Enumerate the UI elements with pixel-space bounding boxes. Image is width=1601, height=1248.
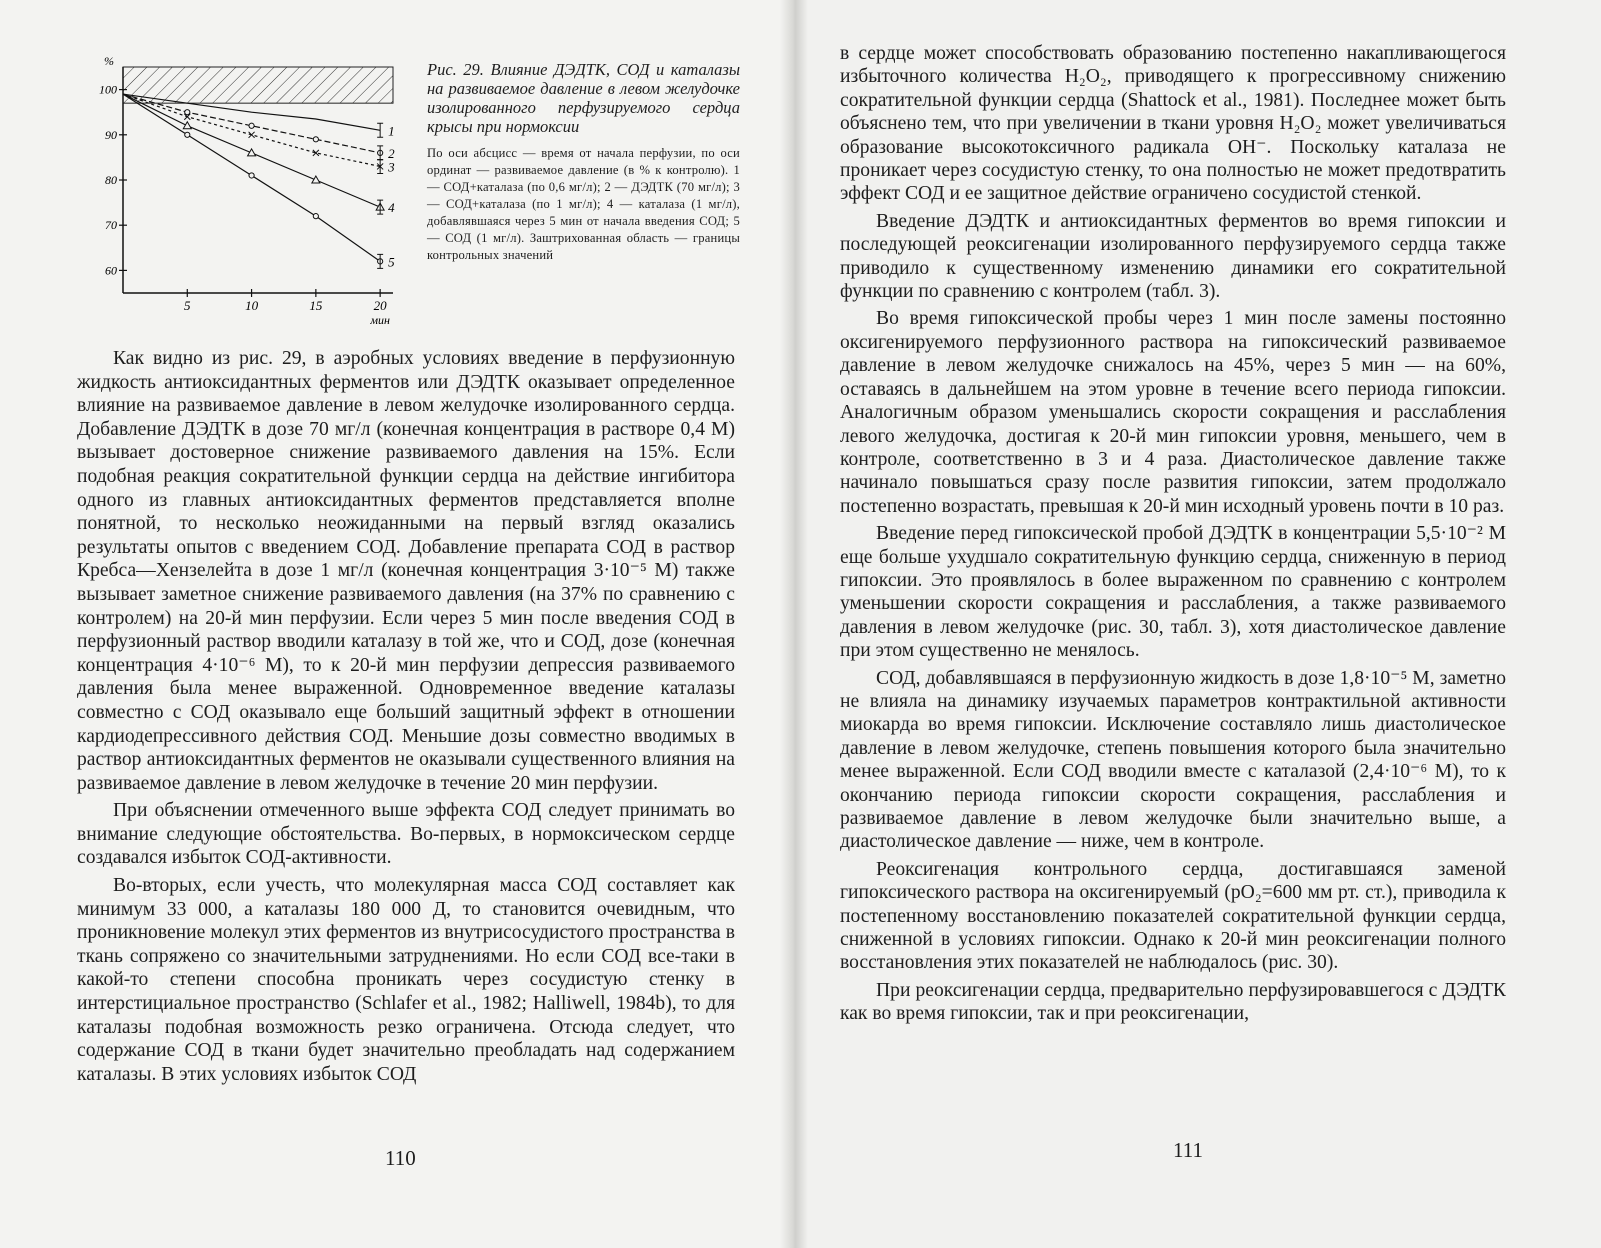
paragraph: в сердце может способствовать образованию постепенно накапливающегося избыточного количества H₂O₂, приводящего к прогрессивному снижению сократительной функции сердца (Shattock et al., 1981). Последнее может быть объяснено тем, что при увеличении в ткани уровня H₂O₂ может увеличиваться образование высокотоксичного радикала OH⁻. Поскольку каталаза не проникает через сосудистую стенку, то она полностью не может предотвратить эффект СОД и ее защитное действие ограничено сосудистой стенкой. xyxy=(840,43,1506,205)
series-2-point xyxy=(185,110,190,115)
left-page-text xyxy=(77,347,735,1090)
page-number: 110 xyxy=(385,1146,416,1170)
y-tick-label: 80 xyxy=(105,173,117,187)
x-tick-label: 5 xyxy=(184,298,191,313)
series-4-point xyxy=(183,122,191,129)
page-number: 111 xyxy=(1173,1138,1203,1162)
series-5-label: 5 xyxy=(388,254,395,270)
series-4-point xyxy=(248,149,256,156)
paragraph: Введение ДЭДТК и антиоксидантных ферментов во время гипоксии и последующей реоксигенации изолированного перфузируемого сердца также приводило к существенному изменению динамики его сократительной функции по сравнению с контролем (табл. 3). xyxy=(840,210,1506,303)
right-page xyxy=(792,0,1601,1248)
series-2-point xyxy=(313,137,318,142)
left-page xyxy=(0,0,792,1248)
figure-29 xyxy=(95,55,415,330)
y-tick-label: 100 xyxy=(99,82,117,97)
x-tick-label: 10 xyxy=(245,298,259,313)
series-5-point xyxy=(249,173,254,178)
x-tick-label: 15 xyxy=(309,298,323,313)
series-5-point xyxy=(313,214,318,219)
y-tick-label: 60 xyxy=(105,263,117,278)
series-2-label: 2 xyxy=(388,145,395,161)
x-axis-label: мин xyxy=(370,313,390,327)
series-2-point xyxy=(249,123,254,128)
series-4-point xyxy=(312,176,320,183)
book-spine xyxy=(780,0,808,1248)
y-tick-label: 70 xyxy=(105,218,117,233)
series-5-point xyxy=(185,132,190,137)
paragraph: Во время гипоксической пробы через 1 мин после замены постоянно оксигенируемого перфузионного раствора на гипоксический развиваемое давление в левом желудочке снижалось на 45%, через 5 мин — на 60%, оставаясь в дальнейшем на этом уровне в течение всего периода гипоксии. Аналогичным образом уменьшались скорости сокращения и расслабления левого желудочка, достигая к 20-й мин гипоксии уровня, меньшего, чем в контроле, соответственно в 3 и 4 раза. Диастолическое давление также начинало повышаться сразу после развития гипоксии, затем продолжало постепенно возрастать, превышая к 20-й мин исходный уровень почти в 10 раз. xyxy=(840,308,1506,517)
x-tick-label: 20 xyxy=(373,298,387,313)
paragraph: Как видно из рис. 29, в аэробных условиях введение в перфузионную жидкость антиоксидантных ферментов или ДЭДТК оказывает определенное влияние на развиваемое давление в левом желудочке изолированного сердца. Добавление ДЭДТК в дозе 70 мг/л (конечная концентрация в растворе 0,4 М) вызывает достоверное снижение развиваемого давления на 15%. Если подобная реакция сократительной функции сердца на действие ингибитора одного из главных антиоксидантных ферментов представляется вполне понятной, то несколько неожиданными на первый взгляд оказались результаты опытов с введением СОД. Добавление препарата СОД в раствор Кребса—Хензелейта в дозе 1 мг/л (конечная концентрация 3·10⁻⁵ М) также вызывает заметное снижение развиваемого давления (на 37% по сравнению с контролем) на 20-й мин перфузии. Если через 5 мин после введения СОД в перфузионный раствор вводили каталазу в той же, что и СОД, дозе (конечная концентрация 4·10⁻⁶ М), то к 20-й мин перфузии депрессия развиваемого давления была менее выраженной. Одновременное введение каталазы совместно с СОД оказывало еще больший защитный эффект в отношении кардиодепрессивного действия СОД. Меньшие дозы совместно вводимых в раствор антиоксидантных ферментов не оказывали существенного влияния на развиваемое давление в левом желудочке в течение 20 мин перфузии. xyxy=(77,348,735,794)
paragraph: При реоксигенации сердца, предварительно перфузировавшегося с ДЭДТК как во время гипоксии, так и при реоксигенации, xyxy=(840,979,1506,1025)
paragraph: Во-вторых, если учесть, что молекулярная масса СОД составляет как минимум 33 000, а каталазы 180 000 Д, то становится очевидным, что проникновение молекул этих ферментов из внутрисосудистого пространства в ткань сопряжено со значительными затруднениями. Но если СОД все-таки в какой-то степени способна проникать через сосудистую стенку в интерстициальное пространство (Schlafer et al., 1982; Halliwell, 1984b), то для каталазы подобная возможность резко ограничена. Отсюда следует, что содержание СОД в ткани будет значительно преобладать над содержанием каталазы. В этих условиях избыток СОД xyxy=(77,875,735,1085)
y-tick-label: 90 xyxy=(105,127,117,142)
paragraph: Введение перед гипоксической пробой ДЭДТК в концентрации 5,5·10⁻² М еще больше ухудшало сократительную функцию сердца, сниженную в период гипоксии. Это проявлялось в более выраженном по сравнению с контролем уменьшении скорости сокращения и расслабления, а также развиваемого давления в левом желудочке (рис. 30, табл. 3), хотя диастолическое давление при этом существенно не менялось. xyxy=(840,523,1506,662)
caption-title: Рис. 29. Влияние ДЭДТК, СОД и каталазы на развиваемое давление в левом желудочке изолированного перфузируемого сердца крысы при нормоксии xyxy=(427,60,740,136)
paragraph: Реоксигенация контрольного сердца, достигавшаяся заменой гипоксического раствора на оксигенируемый (pO₂=600 мм рт. ст.), приводила к постепенному восстановлению показателей сократительной функции сердца, сниженной в условиях гипоксии. Однако к 20-й мин реоксигенации полного восстановления этих показателей не наблюдалось (рис. 30). xyxy=(840,858,1506,974)
y-axis-label: % xyxy=(104,55,114,68)
caption-body: По оси абсцисс — время от начала перфузии, по оси ординат — развиваемое давление (в % к контролю). 1 — СОД+каталаза (по 0,6 мг/л); 2 — ДЭДТК (70 мг/л); 3 — СОД+каталаза (по 1 мг/л); 4 — каталаза (1 мг/л), добавлявшаяся через 5 мин от начала введения СОД; 5 — СОД (1 мг/л). Заштрихованная область — границы контрольных значений xyxy=(427,146,740,262)
paragraph: При объяснении отмеченного выше эффекта СОД следует принимать во внимание следующие обстоятельства. Во-первых, в нормоксическом сердце создавался избыток СОД-активности. xyxy=(77,800,735,869)
series-4-label: 4 xyxy=(388,200,395,216)
control-range-band xyxy=(123,67,393,103)
paragraph: СОД, добавлявшаяся в перфузионную жидкость в дозе 1,8·10⁻⁵ М, заметно не влияла на динамику изучаемых параметров контрактильной активности миокарда во время гипоксии. Исключение составляло лишь диастолическое давление в левом желудочке, степень повышения которого была значительно менее выраженной. Если СОД вводили вместе с каталазой (2,4·10⁻⁶ М), то к окончанию периода гипоксии скорости сокращения, расслабления и развиваемое давление в левом желудочке были значительно выше, а диастолическое давление — ниже, чем в контроле. xyxy=(840,667,1506,853)
right-page-text xyxy=(840,42,1506,1030)
figure-29-chart xyxy=(95,55,415,330)
series-1-label: 1 xyxy=(388,123,395,139)
figure-caption xyxy=(427,60,740,264)
series-3-label: 3 xyxy=(388,159,395,175)
